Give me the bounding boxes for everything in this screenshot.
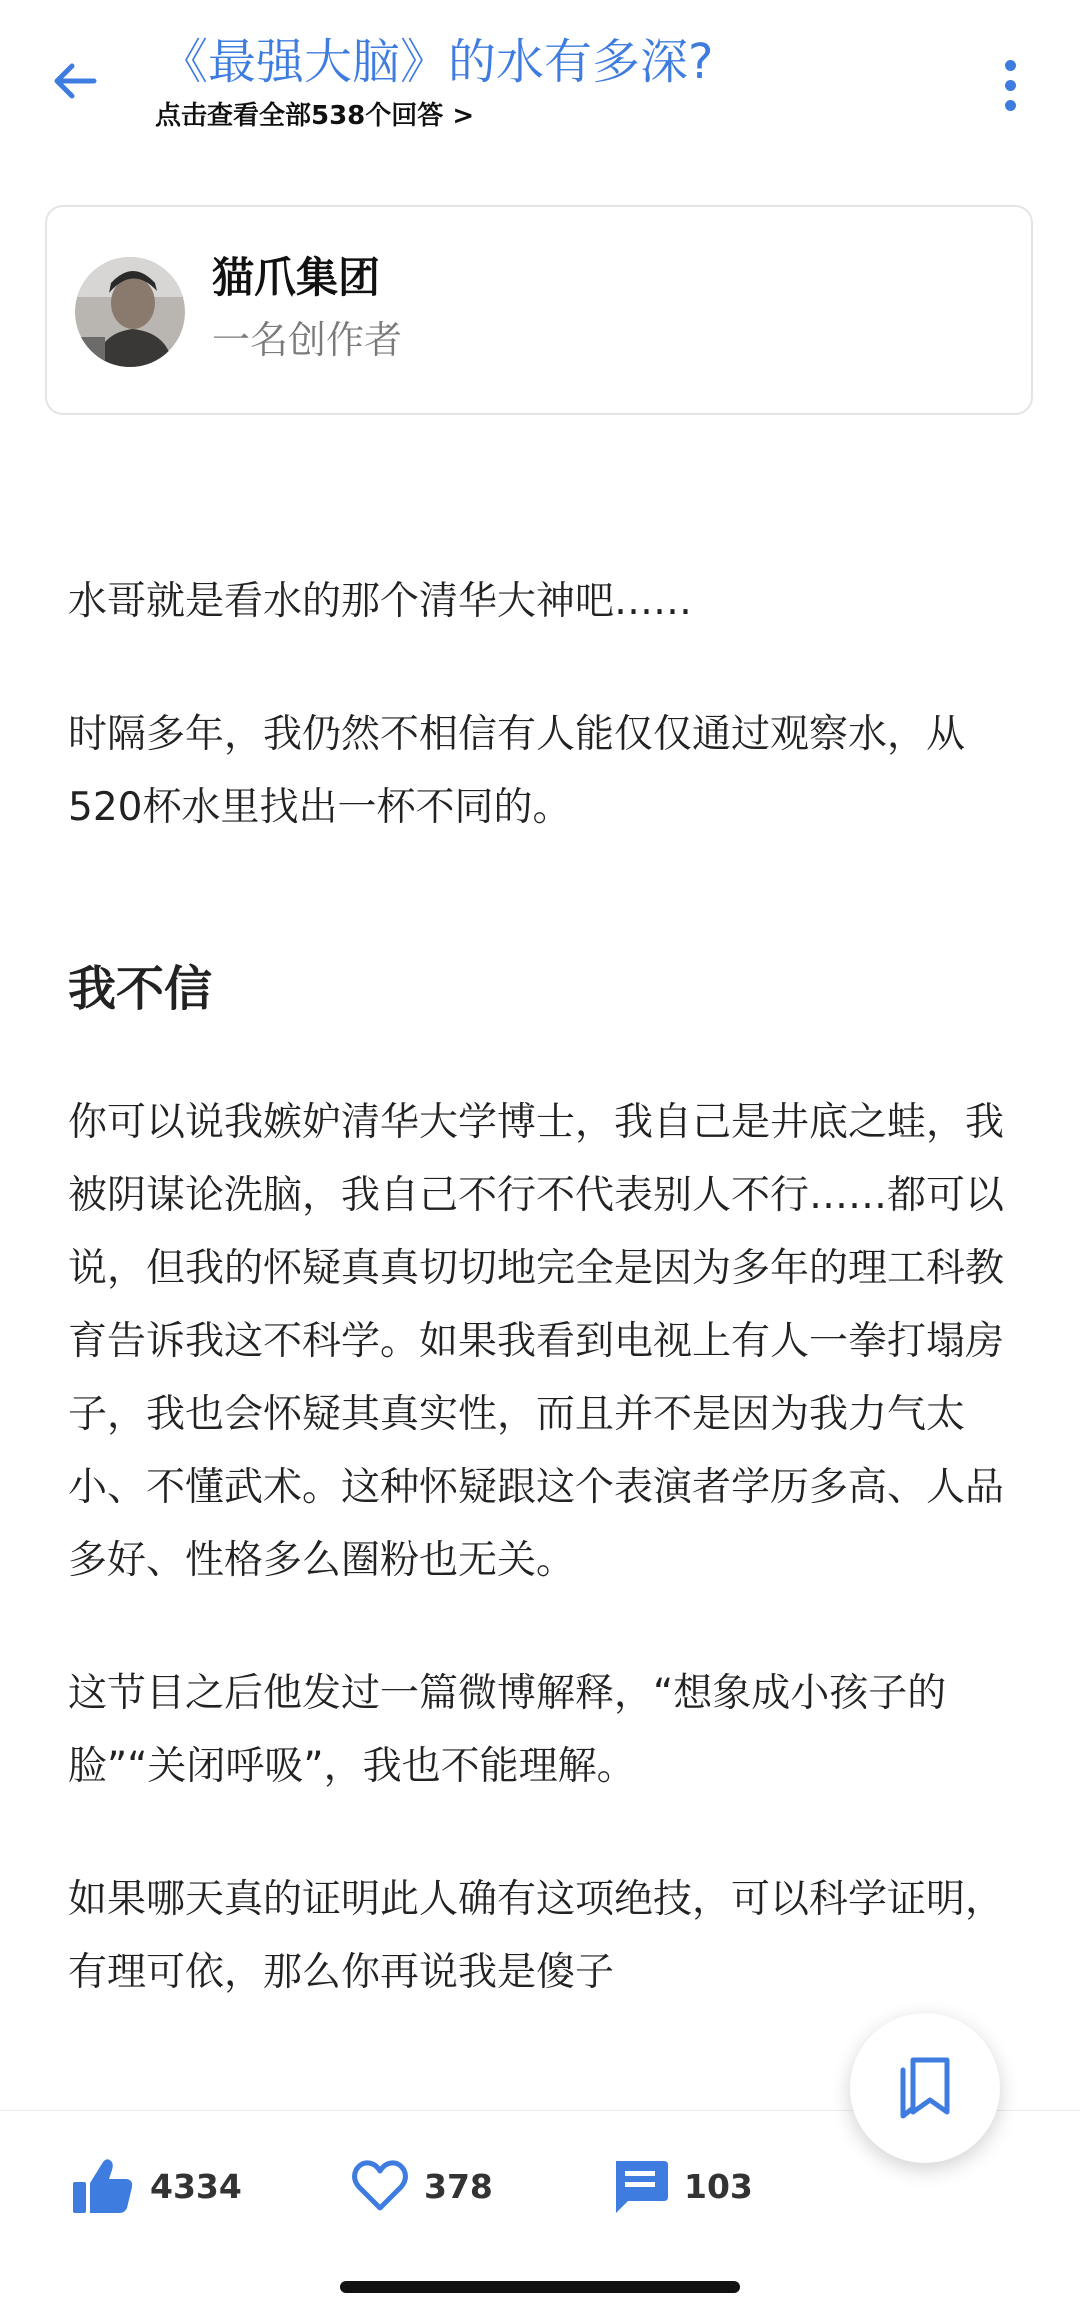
paragraph: 这节目之后他发过一篇微博解释，“想象成小孩子的脸”“关闭呼吸”，我也不能理解。	[68, 1671, 947, 1789]
comment-button[interactable]	[610, 2151, 753, 2221]
comment-icon	[610, 2157, 670, 2215]
thumbs-up-icon	[70, 2156, 136, 2216]
author-card[interactable]	[45, 205, 1033, 415]
top-bar	[0, 0, 1080, 150]
favorite-button[interactable]	[350, 2151, 493, 2221]
paragraph: 水哥就是看水的那个清华大神吧……	[68, 579, 693, 624]
bookmark-icon	[895, 2056, 955, 2120]
bookmark-fab-button[interactable]	[850, 2013, 1000, 2163]
like-button[interactable]	[70, 2151, 242, 2221]
more-vertical-icon	[1005, 60, 1016, 71]
question-title[interactable]: 《最强大脑》的水有多深?	[160, 34, 714, 90]
favorite-count: 378	[424, 2166, 493, 2206]
heart-icon	[350, 2158, 410, 2214]
comment-count: 103	[684, 2166, 753, 2206]
section-heading: 我不信	[68, 961, 213, 1017]
back-arrow-icon	[50, 56, 100, 106]
author-name[interactable]: 猫爪集团	[212, 253, 381, 302]
view-all-answers-link[interactable]: 点击查看全部538个回答 >	[155, 101, 475, 131]
paragraph: 如果哪天真的证明此人确有这项绝技，可以科学证明，有理可依，那么你再说我是傻子	[68, 1877, 1005, 1995]
answer-content	[68, 565, 1008, 2069]
home-indicator[interactable]	[340, 2281, 740, 2293]
paragraph: 你可以说我嫉妒清华大学博士，我自己是井底之蛙，我被阴谋论洗脑，我自己不行不代表别人不行……都可以说，但我的怀疑真真切切地完全是因为多年的理工科教育告诉我这不科学。如果我看到电视上有人一拳打塌房子，我也会怀疑其真实性，而且并不是因为我力气太小、不懂武术。这种怀疑跟这个表演者学历多高、人品多好、性格多么圈粉也无关。	[68, 1100, 1005, 1583]
like-count: 4334	[150, 2166, 242, 2206]
avatar[interactable]	[75, 257, 185, 367]
author-role: 一名创作者	[212, 318, 403, 362]
more-options-button[interactable]	[990, 50, 1030, 120]
paragraph: 时隔多年，我仍然不相信有人能仅仅通过观察水，从520杯水里找出一杯不同的。	[68, 712, 966, 830]
back-button[interactable]	[40, 46, 110, 116]
